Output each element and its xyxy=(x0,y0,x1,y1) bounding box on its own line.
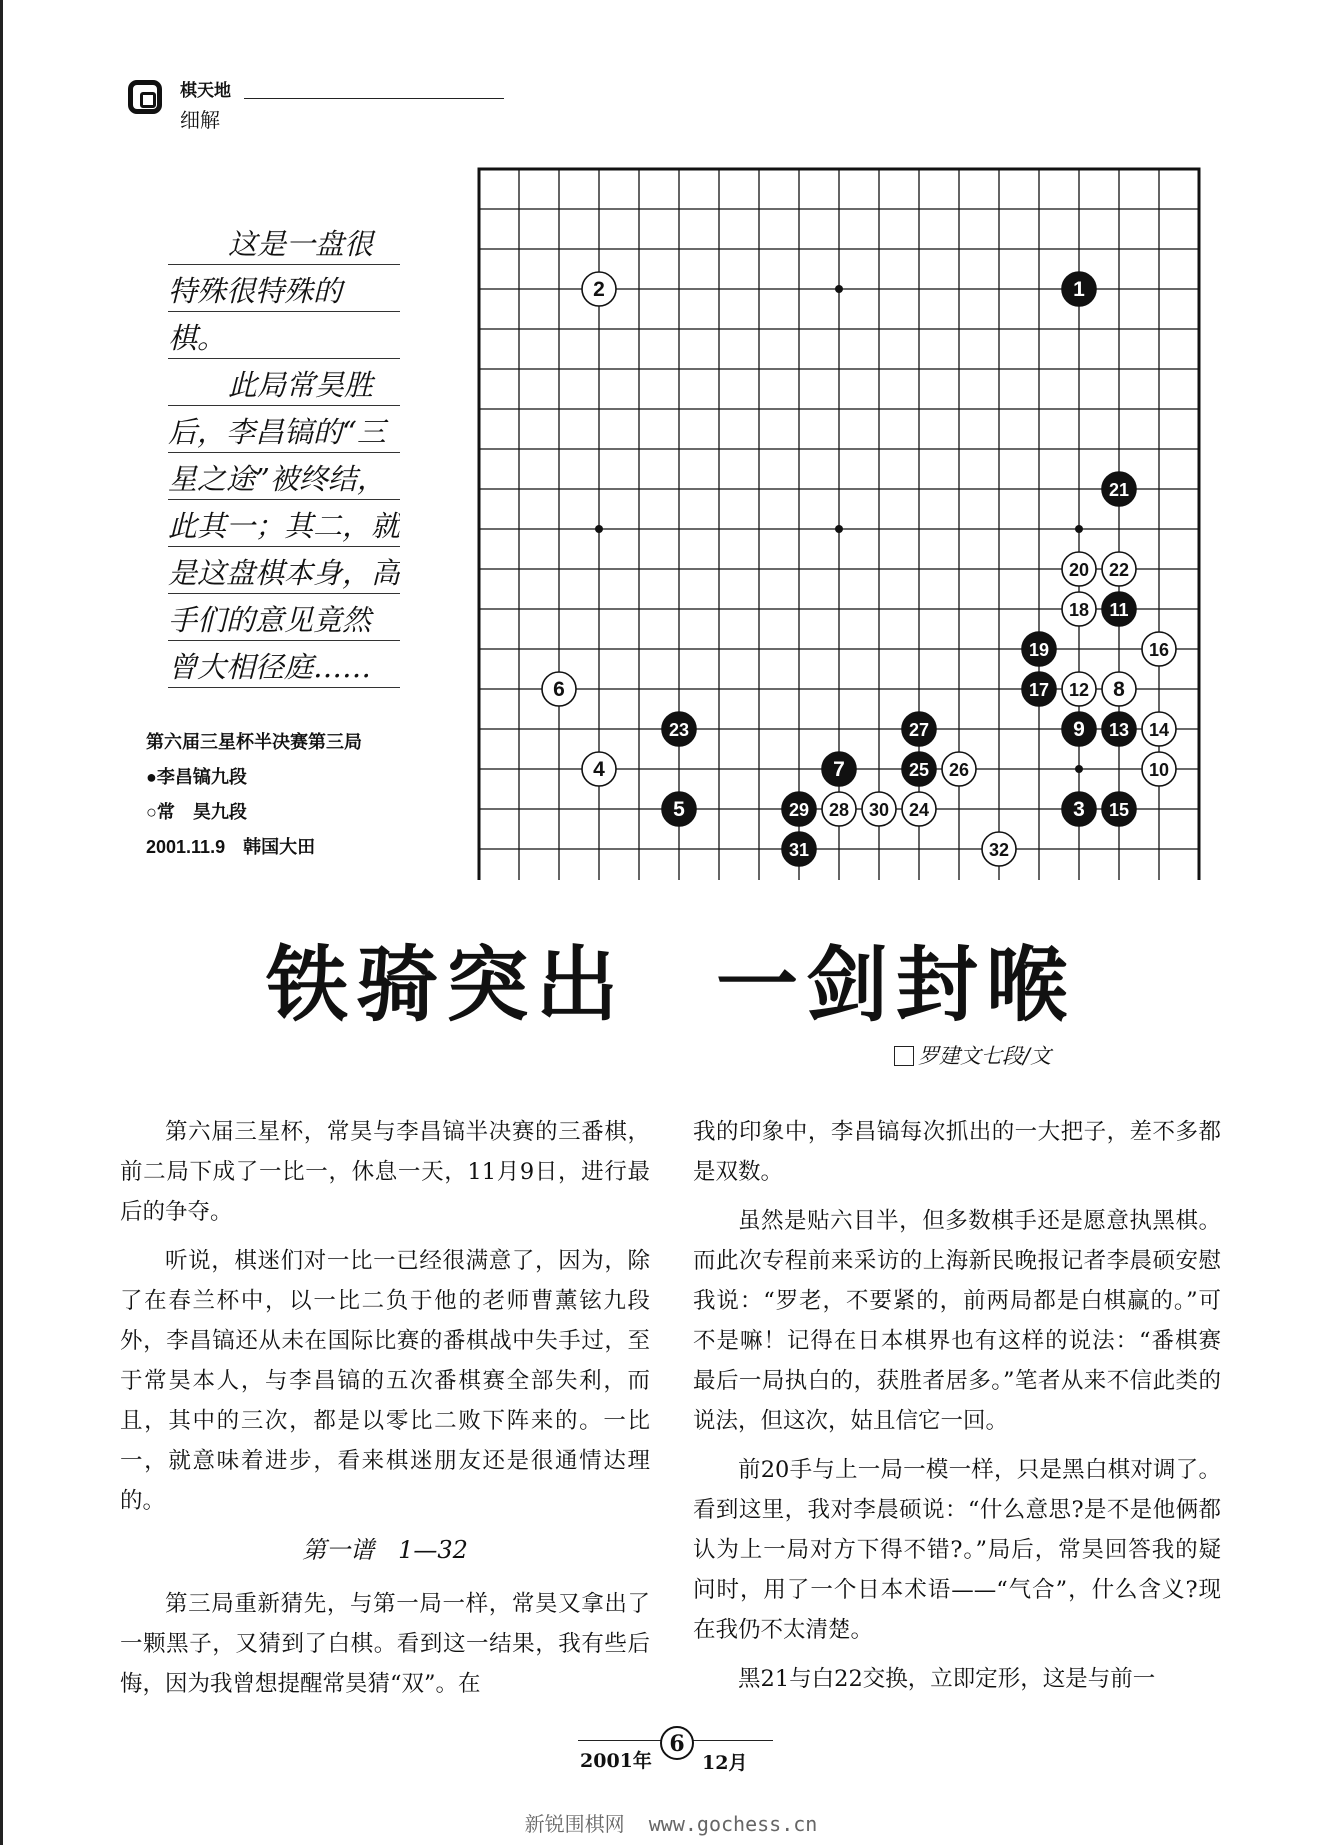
intro-line: 特殊很特殊的 xyxy=(168,273,400,312)
stone-17 xyxy=(1022,672,1056,706)
intro-line: 星之途”被终结， xyxy=(168,461,400,500)
black-player: ●李昌镐九段 xyxy=(146,767,247,787)
move-number: 19 xyxy=(1028,640,1050,660)
move-number: 6 xyxy=(553,678,565,701)
move-number: 27 xyxy=(908,720,930,740)
stone-20 xyxy=(1062,552,1096,586)
paragraph: 虽然是贴六目半，但多数棋手还是愿意执黑棋。而此次专程前来采访的上海新民晚报记者李晨硕安慰我说：“罗老，不要紧的，前两局都是白棋赢的。”可不是嘛！记得在日本棋界也有这样的说法：“番棋赛最后一局执白的，获胜者居多。”笔者从来不信此类的说法，但这次，姑且信它一回。 xyxy=(693,1208,1221,1434)
move-number: 11 xyxy=(1109,600,1129,620)
left-text-column xyxy=(120,1112,650,1713)
move-number: 28 xyxy=(828,800,850,820)
move-number: 15 xyxy=(1108,800,1130,820)
move-number: 16 xyxy=(1148,640,1170,660)
header-rule xyxy=(244,98,504,99)
move-number: 31 xyxy=(788,840,810,860)
footer-year: 2001年 xyxy=(580,1750,652,1772)
move-number: 1 xyxy=(1073,278,1085,301)
intro-line: 此局常昊胜 xyxy=(168,367,400,406)
intro-quote xyxy=(168,226,400,696)
stone-13 xyxy=(1102,712,1136,746)
star-point xyxy=(1075,765,1083,773)
stone-3 xyxy=(1062,792,1096,826)
star-point xyxy=(835,525,843,533)
intro-line: 棋。 xyxy=(168,320,400,359)
game-date-place: 2001.11.9 韩国大田 xyxy=(146,837,316,857)
move-number: 24 xyxy=(908,800,930,820)
intro-line: 这是一盘很 xyxy=(168,226,400,265)
move-number: 14 xyxy=(1148,720,1170,740)
intro-line: 此其一；其二，就 xyxy=(168,508,400,547)
star-point xyxy=(835,285,843,293)
move-number: 5 xyxy=(673,798,685,821)
move-number: 21 xyxy=(1108,480,1130,500)
paragraph: 第六届三星杯，常昊与李昌镐半决赛的三番棋，前二局下成了一比一，休息一天，11月9日，进行最后的争夺。 xyxy=(120,1119,650,1225)
move-number: 4 xyxy=(593,758,605,781)
stone-25 xyxy=(902,752,936,786)
stone-32 xyxy=(982,832,1016,866)
move-number: 26 xyxy=(948,760,970,780)
stone-7 xyxy=(822,752,856,786)
move-number: 23 xyxy=(668,720,690,740)
move-number: 10 xyxy=(1148,760,1170,780)
move-number: 2 xyxy=(593,278,605,301)
stone-19 xyxy=(1022,632,1056,666)
move-number: 22 xyxy=(1108,560,1130,580)
stone-26 xyxy=(942,752,976,786)
move-number: 32 xyxy=(988,840,1010,860)
white-player: ○常 昊九段 xyxy=(146,802,247,822)
stone-4 xyxy=(582,752,616,786)
stone-8 xyxy=(1102,672,1136,706)
stone-2 xyxy=(582,272,616,306)
intro-line: 后，李昌镐的“三 xyxy=(168,414,400,453)
stone-21 xyxy=(1102,472,1136,506)
stone-9 xyxy=(1062,712,1096,746)
stone-31 xyxy=(782,832,816,866)
page-number: 6 xyxy=(660,1726,694,1760)
stone-22 xyxy=(1102,552,1136,586)
stone-30 xyxy=(862,792,896,826)
column-subtitle: 细解 xyxy=(180,110,220,132)
diagram-section-heading: 第一谱 1—32 xyxy=(302,1536,468,1564)
paragraph: 黑21与白22交换，立即定形，这是与前一 xyxy=(738,1666,1156,1692)
game-event: 第六届三星杯半决赛第三局 xyxy=(146,732,362,752)
stone-23 xyxy=(662,712,696,746)
move-number: 13 xyxy=(1108,720,1130,740)
go-board-diagram xyxy=(476,166,1202,880)
footer-month: 12月 xyxy=(702,1752,748,1774)
intro-line: 是这盘棋本身，高 xyxy=(168,555,400,594)
stone-27 xyxy=(902,712,936,746)
move-number: 3 xyxy=(1073,798,1085,821)
stone-1 xyxy=(1062,272,1096,306)
move-number: 9 xyxy=(1073,718,1085,741)
star-point xyxy=(595,525,603,533)
move-number: 18 xyxy=(1068,600,1090,620)
move-number: 12 xyxy=(1068,680,1090,700)
stone-6 xyxy=(542,672,576,706)
stone-18 xyxy=(1062,592,1096,626)
paragraph: 第三局重新猜先，与第一局一样，常昊又拿出了一颗黑子，又猜到了白棋。看到这一结果，我有些后悔，因为我曾想提醒常昊猜“双”。在 xyxy=(120,1591,650,1697)
stone-24 xyxy=(902,792,936,826)
move-number: 20 xyxy=(1068,560,1090,580)
stone-10 xyxy=(1142,752,1176,786)
stone-16 xyxy=(1142,632,1176,666)
article-title: 铁骑突出 一剑封喉 xyxy=(265,940,1076,1031)
move-number: 17 xyxy=(1028,680,1050,700)
weiqi-logo-icon xyxy=(128,80,162,114)
right-text-column xyxy=(693,1112,1221,1708)
paragraph: 前20手与上一局一模一样，只是黑白棋对调了。看到这里，我对李晨硕说：“什么意思?是不是他俩都认为上一局对方下得不错?。”局后，常昊回答我的疑问时，用了一个日本术语——“气合”，什么含义?现在我仍不太清楚。 xyxy=(693,1457,1221,1643)
star-point xyxy=(1075,525,1083,533)
stone-15 xyxy=(1102,792,1136,826)
move-number: 7 xyxy=(833,758,845,781)
column-name: 棋天地 xyxy=(180,81,231,100)
byline xyxy=(894,1040,1051,1070)
move-number: 29 xyxy=(788,800,810,820)
paragraph: 我的印象中，李昌镐每次抓出的一大把子，差不多都是双数。 xyxy=(693,1119,1221,1185)
byline-box-icon xyxy=(894,1046,914,1066)
move-number: 30 xyxy=(868,800,890,820)
author-name: 罗建文七段/文 xyxy=(918,1044,1052,1068)
stone-28 xyxy=(822,792,856,826)
stone-14 xyxy=(1142,712,1176,746)
watermark: 新锐围棋网 www.gochess.cn xyxy=(524,1812,818,1836)
move-number: 8 xyxy=(1113,678,1125,701)
stone-11 xyxy=(1102,592,1136,626)
stone-12 xyxy=(1062,672,1096,706)
stone-5 xyxy=(662,792,696,826)
intro-line: 手们的意见竟然 xyxy=(168,602,400,641)
stone-29 xyxy=(782,792,816,826)
game-info xyxy=(146,725,362,865)
intro-line: 曾大相径庭…… xyxy=(168,649,400,688)
move-number: 25 xyxy=(908,760,930,780)
paragraph: 听说，棋迷们对一比一已经很满意了，因为，除了在春兰杯中，以一比二负于他的老师曹薰铉九段外，李昌镐还从未在国际比赛的番棋战中失手过，至于常昊本人，与李昌镐的五次番棋赛全部失利，而且，其中的三次，都是以零比二败下阵来的。一比一，就意味着进步，看来棋迷朋友还是很通情达理的。 xyxy=(120,1248,650,1514)
